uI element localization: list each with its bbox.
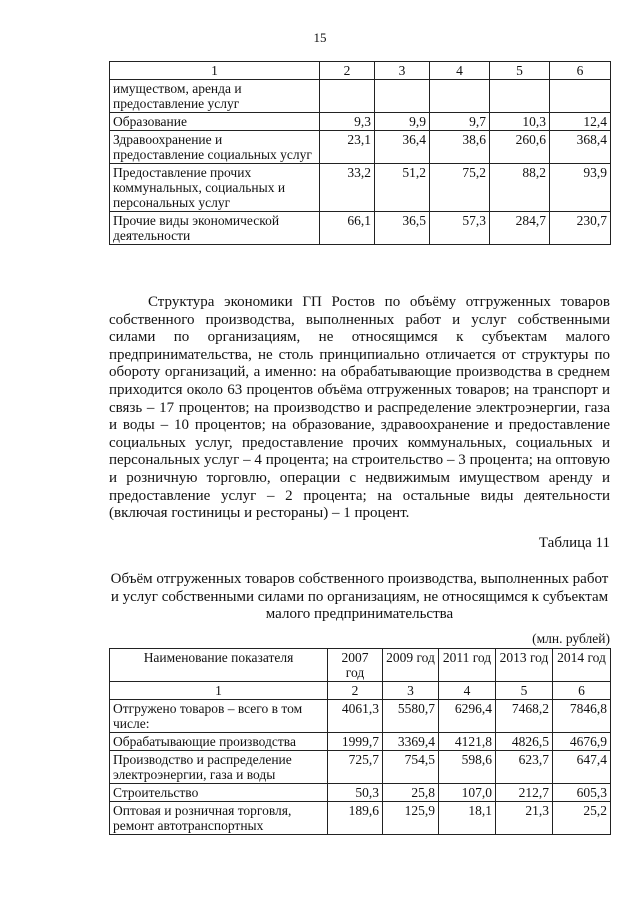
value-cell: 3369,4: [383, 733, 439, 751]
header-cell: 4: [430, 62, 490, 80]
value-cell: 33,2: [320, 164, 375, 212]
table-row: [110, 700, 611, 733]
value-cell: 260,6: [490, 131, 550, 164]
header-cell: 5: [490, 62, 550, 80]
value-cell: 21,3: [496, 802, 553, 835]
row-name-cell: Обрабатывающие производства: [110, 733, 328, 751]
row-name-cell: Образование: [110, 113, 320, 131]
value-cell: 4121,8: [439, 733, 496, 751]
value-cell: 189,6: [328, 802, 383, 835]
row-name-cell: Здравоохранение и предоставление социальных услуг: [110, 131, 320, 164]
value-cell: 12,4: [550, 113, 611, 131]
header-year-cell: 2013 год: [496, 649, 553, 682]
value-cell: 368,4: [550, 131, 611, 164]
value-cell: 75,2: [430, 164, 490, 212]
page-number: 15: [313, 30, 327, 45]
value-cell: 9,7: [430, 113, 490, 131]
value-cell: 1999,7: [328, 733, 383, 751]
value-cell: 38,6: [430, 131, 490, 164]
value-cell: 51,2: [375, 164, 430, 212]
row-name-cell: Предоставление прочих коммунальных, социальных и персональных услуг: [110, 164, 320, 212]
units-label: (млн. рублей): [532, 631, 610, 646]
value-cell: [430, 80, 490, 113]
numbering-cell: 1: [110, 682, 328, 700]
value-cell: 36,4: [375, 131, 430, 164]
value-cell: 25,8: [383, 784, 439, 802]
table-header-row: [110, 649, 611, 682]
numbering-cell: 2: [328, 682, 383, 700]
value-cell: 88,2: [490, 164, 550, 212]
value-cell: [375, 80, 430, 113]
value-cell: 10,3: [490, 113, 550, 131]
table-row: [110, 80, 611, 113]
table-header-row: [110, 62, 611, 80]
header-cell: 1: [110, 62, 320, 80]
value-cell: [490, 80, 550, 113]
value-cell: [320, 80, 375, 113]
header-year-cell: 2011 год: [439, 649, 496, 682]
table-row: [110, 751, 611, 784]
row-name-cell: Отгружено товаров – всего в том числе:: [110, 700, 328, 733]
numbering-cell: 6: [553, 682, 611, 700]
row-name-cell: Строительство: [110, 784, 328, 802]
value-cell: 598,6: [439, 751, 496, 784]
numbering-cell: 5: [496, 682, 553, 700]
value-cell: 284,7: [490, 212, 550, 245]
value-cell: 125,9: [383, 802, 439, 835]
table-continued: [109, 61, 611, 245]
value-cell: 623,7: [496, 751, 553, 784]
table-row: [110, 164, 611, 212]
value-cell: 5580,7: [383, 700, 439, 733]
value-cell: 4676,9: [553, 733, 611, 751]
header-cell: 3: [375, 62, 430, 80]
header-year-cell: 2009 год: [383, 649, 439, 682]
row-name-cell: Оптовая и розничная торговля, ремонт автотранспортных: [110, 802, 328, 835]
value-cell: [550, 80, 611, 113]
value-cell: 9,3: [320, 113, 375, 131]
value-cell: 647,4: [553, 751, 611, 784]
value-cell: 18,1: [439, 802, 496, 835]
value-cell: 605,3: [553, 784, 611, 802]
value-cell: 7468,2: [496, 700, 553, 733]
table-row: [110, 784, 611, 802]
header-cell: 2: [320, 62, 375, 80]
row-name-cell: Производство и распределение электроэнергии, газа и воды: [110, 751, 328, 784]
value-cell: 4826,5: [496, 733, 553, 751]
value-cell: 9,9: [375, 113, 430, 131]
value-cell: 6296,4: [439, 700, 496, 733]
table-row: [110, 212, 611, 245]
value-cell: 230,7: [550, 212, 611, 245]
row-name-cell: Прочие виды экономической деятельности: [110, 212, 320, 245]
value-cell: 23,1: [320, 131, 375, 164]
numbering-cell: 3: [383, 682, 439, 700]
shipped-goods-table: [109, 648, 611, 835]
value-cell: 754,5: [383, 751, 439, 784]
header-year-cell: 2007 год: [328, 649, 383, 682]
value-cell: 25,2: [553, 802, 611, 835]
value-cell: 725,7: [328, 751, 383, 784]
value-cell: 7846,8: [553, 700, 611, 733]
table-row: [110, 131, 611, 164]
numbering-row: [110, 682, 611, 700]
value-cell: 93,9: [550, 164, 611, 212]
table-label: Таблица 11: [538, 535, 610, 551]
header-cell: 6: [550, 62, 611, 80]
value-cell: 107,0: [439, 784, 496, 802]
numbering-cell: 4: [439, 682, 496, 700]
header-year-cell: 2014 год: [553, 649, 611, 682]
value-cell: 57,3: [430, 212, 490, 245]
value-cell: 212,7: [496, 784, 553, 802]
row-name-cell: имуществом, аренда и предоставление услуг: [110, 80, 320, 113]
value-cell: 36,5: [375, 212, 430, 245]
value-cell: 66,1: [320, 212, 375, 245]
table-row: [110, 733, 611, 751]
header-name-cell: Наименование показателя: [110, 649, 328, 682]
table-title: Объём отгруженных товаров собственного производства, выполненных работ и услуг собственными силами по организациям, не относящимся к субъектам малого предпринимательства: [110, 571, 609, 623]
body-paragraph: Структура экономики ГП Ростов по объёму отгруженных товаров собственного производства, выполненных работ и услуг собственными силами по организациям, не относящимся к субъектам малого предпринимательства, не столь принципиально отличается от структуры по обороту организаций, а именно: на обрабатывающие производства в среднем приходится около 63 процентов объёма отгруженных товаров; на транспорт и связь – 17 процентов; на производство и распределение электроэнергии, газа и воды – 10 процентов; на образование, здравоохранение и предоставление социальных услуг, предоставление прочих коммунальных, социальных и персональных услуг – 4 процента; на строительство – 3 процента; на оптовую и розничную торговлю, операции с недвижимым имуществом аренду и предоставление услуг – 2 процента; на остальные виды деятельности (включая гостиницы и рестораны) – 1 процент.: [109, 294, 610, 522]
table-row: [110, 113, 611, 131]
value-cell: 50,3: [328, 784, 383, 802]
table-row: [110, 802, 611, 835]
value-cell: 4061,3: [328, 700, 383, 733]
